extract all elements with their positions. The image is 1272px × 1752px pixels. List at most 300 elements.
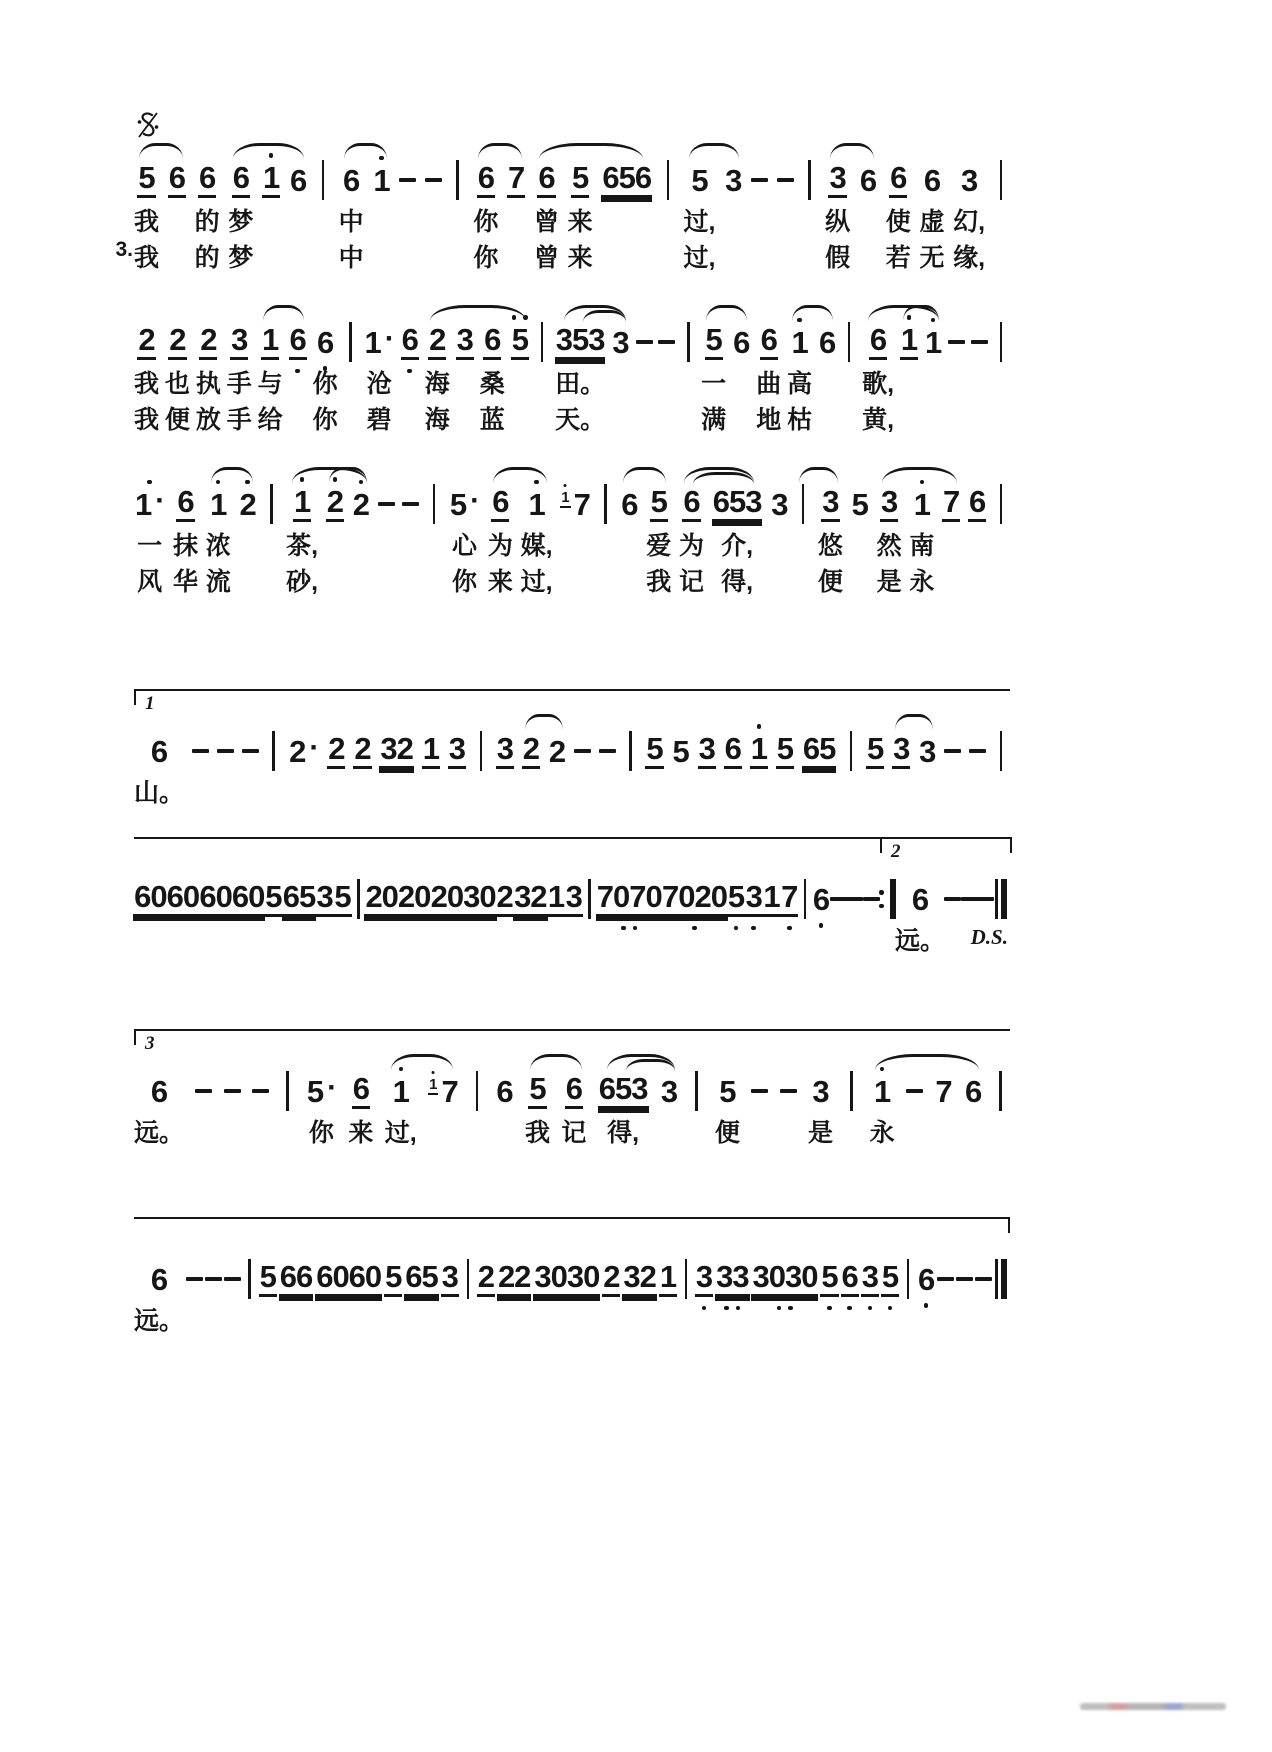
note-digits: 2 (428, 324, 446, 360)
duration-dash (830, 897, 847, 902)
lyric-syllable: 媒, (520, 532, 553, 560)
lyric-syllable: 黄, (862, 406, 895, 434)
lyric-syllable: 天。 (555, 406, 606, 434)
note-cell (206, 482, 231, 598)
note-digits: 2 (602, 1261, 620, 1297)
note-slot (333, 877, 351, 921)
slur-arc (626, 1059, 675, 1071)
note-token (620, 486, 638, 522)
octave-dot-below (661, 926, 728, 931)
note-token (327, 733, 345, 769)
note-token (690, 162, 708, 198)
lyric-syllable: 中 (338, 244, 364, 272)
note-digits: 3 (612, 324, 629, 360)
thin-bar (456, 160, 459, 200)
note-digits: 7070 (596, 881, 663, 917)
thin-bar (433, 484, 436, 524)
note-token (326, 486, 344, 522)
note-digits: 65 (802, 733, 836, 769)
note-cell (896, 877, 945, 957)
thin-bar (286, 1071, 289, 1111)
note-digits: 5 (511, 324, 529, 360)
lyric-syllable: 过, (384, 1119, 417, 1147)
note-cell (326, 482, 344, 598)
note-slot (565, 877, 583, 921)
lyric-syllable: 假 (825, 244, 851, 272)
duration-dash (574, 749, 591, 754)
slur-arc (693, 472, 754, 484)
note-cell (597, 877, 662, 957)
duration-dash (399, 178, 416, 183)
note-token (289, 162, 307, 198)
note-slot (661, 877, 728, 921)
note-token (923, 162, 941, 198)
lyric-syllable: 你 (452, 568, 478, 596)
note-slot (907, 1257, 910, 1301)
lyric-syllable: 梦 (228, 244, 254, 272)
duration-dot: · (309, 730, 320, 764)
notation-line (115, 158, 1008, 274)
note-slot (969, 729, 986, 773)
note-cell (477, 1257, 495, 1337)
thin-bar (995, 1259, 998, 1299)
note-digits: 2 (548, 733, 566, 769)
dash-cell (224, 1257, 241, 1337)
note-slot (851, 482, 869, 526)
note-slot (306, 1069, 337, 1113)
note-token (776, 733, 794, 769)
barline-cell (844, 729, 858, 809)
note-token (917, 1261, 935, 1297)
note-token (316, 881, 334, 917)
note-token (342, 162, 360, 198)
dash-cell (948, 320, 965, 436)
dash-cell (399, 158, 416, 274)
dash-cell (971, 320, 988, 436)
note-token (176, 486, 194, 522)
note-cell (134, 729, 184, 809)
duration-dash (846, 897, 863, 902)
note-cell (441, 1257, 459, 1337)
barline-cell (798, 877, 812, 957)
note-digits: 1 (392, 1073, 409, 1109)
note-token (724, 162, 742, 198)
lyric-syllable: 浓 (205, 532, 231, 560)
note-cell (264, 877, 282, 957)
note-digits: 65 (282, 881, 316, 917)
note-digits: 3 (496, 733, 514, 769)
note-cell (561, 1069, 586, 1149)
note-cell (818, 482, 843, 598)
note-token (760, 324, 778, 360)
note-cell (724, 158, 742, 274)
note-cell (334, 877, 352, 957)
notation-line (134, 1257, 1008, 1337)
note-token (137, 162, 155, 198)
slur-arc (211, 467, 253, 483)
note-cell (724, 729, 742, 809)
slur-arc (903, 305, 939, 321)
note-cell (365, 877, 430, 957)
note-token (262, 162, 280, 198)
note-slot (238, 482, 256, 526)
note-slot (496, 729, 514, 773)
dot (888, 1306, 893, 1311)
note-digits: 3 (821, 486, 839, 522)
dash-cell (780, 1069, 797, 1149)
lyric-syllable: 的 (194, 244, 220, 272)
slur-arc (139, 143, 183, 159)
note-slot (715, 1257, 749, 1301)
note-cell (262, 158, 280, 274)
thin-bar (850, 1071, 853, 1111)
note-digits: 1 (528, 486, 545, 522)
note-token (596, 881, 663, 917)
note-slot (777, 158, 794, 202)
note-digits: 3 (919, 733, 936, 769)
note-digits: 3 (695, 1261, 713, 1297)
note-token (528, 1073, 546, 1109)
note-slot (961, 877, 978, 921)
note-digits: 1 (373, 162, 390, 198)
barline-cell (802, 158, 816, 274)
note-slot (751, 1069, 768, 1113)
note-token (724, 733, 742, 769)
note-digits: 5 (650, 486, 668, 522)
lyric-syllable: 来 (348, 1119, 374, 1147)
verse-number: 3. (115, 238, 133, 261)
note-digits: 1 (874, 1073, 891, 1109)
dash-cell (192, 729, 209, 809)
note-digits: 2 (168, 324, 186, 360)
lyric-syllable: 也 (164, 370, 190, 398)
duration-dash (242, 749, 259, 754)
thin-bar (476, 1071, 479, 1111)
watermark-smudge (1080, 1703, 1226, 1710)
note-slot (750, 729, 768, 773)
note-token (404, 1261, 438, 1297)
barline-cell (994, 1257, 1008, 1337)
note-slot (378, 482, 395, 526)
barline-cell (316, 158, 330, 274)
note-digits: 3 (698, 733, 716, 769)
note-cell (892, 729, 910, 809)
slur-arc (344, 143, 387, 159)
note-cell (787, 320, 812, 436)
note-slot (906, 1069, 923, 1113)
note-slot (217, 729, 234, 773)
thin-bar (1000, 484, 1003, 524)
note-digits: 66 (279, 1261, 313, 1297)
note-cell (866, 729, 884, 809)
note-slot (248, 1257, 251, 1301)
note-cell (861, 1257, 879, 1337)
lyric-syllable: 碧 (366, 406, 392, 434)
barline-cell (264, 482, 278, 598)
lyric-syllable: 我 (525, 1119, 551, 1147)
note-cell (353, 729, 371, 809)
note-slot (467, 1257, 470, 1301)
note-digits: 6 (496, 1073, 513, 1109)
note-slot (804, 877, 807, 921)
note-cell (258, 320, 283, 436)
note-digits: 6 (289, 162, 307, 198)
slur-arc (530, 1054, 582, 1070)
duration-dash (252, 1089, 269, 1094)
notation-line (134, 877, 1008, 957)
note-cell (968, 482, 986, 598)
note-slot (881, 1257, 899, 1301)
note-cell (134, 877, 199, 957)
slur-arc (430, 305, 526, 321)
note-slot (620, 482, 638, 526)
note-cell (348, 1069, 373, 1149)
note-digits: 653 (712, 486, 763, 522)
note-cell (802, 729, 836, 809)
volta-bracket (134, 1217, 1010, 1233)
note-token (571, 162, 589, 198)
lyric-syllable: 爱 (646, 532, 672, 560)
note-slot (384, 1257, 402, 1301)
note-slot (892, 729, 910, 773)
note-digits: 32 (622, 1261, 656, 1297)
barline (1000, 729, 1003, 773)
slur-arc (583, 310, 626, 322)
note-slot (533, 1257, 600, 1301)
note-token (137, 324, 155, 360)
barline-cell (344, 320, 358, 436)
dot (295, 369, 300, 374)
note-slot (818, 320, 836, 364)
barline-cell (901, 1257, 915, 1337)
note-slot (315, 1257, 382, 1301)
lyric-syllable: 的 (194, 208, 220, 236)
note-slot (808, 158, 811, 202)
note-slot (326, 482, 344, 526)
note-token (441, 1261, 459, 1297)
note-slot (879, 877, 896, 921)
note-digits: 6 (565, 1073, 583, 1109)
note-slot (198, 158, 216, 202)
dot (868, 1306, 873, 1311)
note-token (150, 1073, 168, 1109)
note-slot (392, 1069, 410, 1113)
note-digits: 6 (176, 486, 194, 522)
score-systems (115, 0, 1008, 1337)
barline (480, 729, 483, 773)
note-slot (286, 1069, 289, 1113)
note-slot (192, 729, 209, 773)
note-slot (262, 158, 280, 202)
note-cell (379, 729, 413, 809)
note-token (513, 881, 547, 917)
duration-dash (937, 1277, 954, 1282)
note-token (392, 1073, 410, 1109)
barline (1000, 158, 1003, 202)
note-token (821, 486, 839, 522)
octave-dot-below (695, 1306, 713, 1311)
note-digits: 2 (137, 324, 155, 360)
note-slot (133, 877, 200, 921)
dash-cell (906, 1069, 923, 1149)
note-slot (565, 1069, 583, 1113)
lyric-syllable: 得, (721, 568, 754, 596)
note-slot (282, 877, 316, 921)
note-token (150, 1261, 168, 1297)
note-digits: 3 (771, 486, 788, 522)
note-digits: 6 (819, 324, 836, 360)
note-cell (698, 729, 716, 809)
note-digits: 6060 (198, 881, 265, 917)
thin-bar (467, 1259, 470, 1299)
note-slot (168, 158, 186, 202)
note-slot (186, 1257, 203, 1301)
duration-dash (192, 749, 209, 754)
note-token (818, 324, 836, 360)
dash-cell (863, 877, 880, 957)
note-slot (224, 1069, 241, 1113)
note-token (869, 324, 887, 360)
barline-cell (535, 320, 549, 436)
note-cell (313, 320, 338, 436)
note-digits: 5 (384, 1261, 402, 1297)
note-slot (230, 320, 248, 364)
note-slot (404, 1257, 438, 1301)
note-slot (944, 877, 961, 921)
note-slot (611, 320, 629, 364)
note-token (238, 486, 256, 522)
note-cell (750, 729, 768, 809)
note-cell (715, 1069, 740, 1149)
note-token (913, 486, 931, 522)
note-slot (528, 1069, 546, 1113)
note-digits: 6 (965, 1073, 982, 1109)
note-slot (780, 877, 798, 921)
note-digits: 2 (327, 733, 345, 769)
note-digits: 6 (289, 324, 307, 360)
note-slot (861, 1257, 879, 1301)
duration-dash (977, 897, 994, 902)
note-slot (477, 1257, 495, 1301)
note-token (209, 486, 227, 522)
note-slot (541, 320, 544, 364)
dot (819, 923, 824, 928)
note-cell (173, 482, 198, 598)
lyric-syllable: 远。 (134, 1119, 185, 1147)
note-token (934, 1073, 952, 1109)
note-cell (533, 1257, 600, 1337)
slur-arc (493, 467, 548, 483)
notation-line (134, 320, 1008, 436)
note-cell (306, 1069, 337, 1149)
note-digits: 6 (342, 162, 360, 198)
note-slot (401, 320, 419, 364)
note-token (873, 1073, 891, 1109)
note-cell (385, 1069, 417, 1149)
note-cell (316, 877, 334, 957)
lyric-syllable: 我 (646, 568, 672, 596)
thick-bar (1001, 879, 1007, 919)
lyric-syllable: 执 (195, 370, 221, 398)
octave-dot-below (596, 926, 663, 931)
note-slot (724, 729, 742, 773)
duration-dash (906, 1089, 923, 1094)
note-token (727, 881, 745, 917)
note-token (198, 162, 216, 198)
note-cell (660, 1069, 678, 1149)
slur-arc (478, 143, 522, 159)
note-cell (695, 1257, 713, 1337)
note-digits: 6 (841, 1261, 859, 1297)
note-slot (650, 482, 668, 526)
note-digits: 2020 (364, 881, 431, 917)
note-token (134, 483, 166, 522)
note-slot (598, 1069, 649, 1113)
lyric-syllable: 过, (683, 208, 716, 236)
note-digits: 3 (441, 1261, 459, 1297)
note-token (522, 733, 540, 769)
note-digits: 1 (422, 733, 440, 769)
note-token (364, 881, 431, 917)
note-cell (196, 320, 221, 436)
note-slot (687, 320, 690, 364)
note-digits: 5 (866, 733, 884, 769)
octave-dot-below (751, 1306, 818, 1311)
note-slot (596, 877, 663, 921)
lyric-syllable: 地 (756, 406, 782, 434)
note-token (560, 486, 591, 522)
note-cell (363, 320, 394, 436)
slur-arc (882, 467, 957, 483)
dash-cell (252, 1069, 269, 1149)
note-cell (425, 320, 450, 436)
note-digits: 3 (880, 486, 898, 522)
note-slot (911, 877, 929, 921)
octave-dot-above (750, 724, 768, 729)
note-slot (560, 482, 591, 526)
slur-arc (623, 467, 666, 483)
note-cell (115, 158, 160, 274)
note-token (168, 162, 186, 198)
note-slot (660, 1069, 678, 1113)
lyric-syllable: 我 (134, 406, 160, 434)
note-cell (548, 729, 566, 809)
slur-arc (706, 305, 747, 321)
note-slot (732, 320, 750, 364)
note-digits: 7 (441, 1073, 458, 1109)
note-slot (934, 1069, 952, 1113)
note-token (732, 324, 750, 360)
note-slot (751, 158, 768, 202)
note-token (533, 1261, 600, 1297)
note-cell (514, 877, 548, 957)
note-slot (948, 320, 965, 364)
lyric-syllable: 过, (683, 244, 716, 272)
note-token (352, 1073, 370, 1109)
thin-bar (629, 731, 632, 771)
note-slot (880, 482, 898, 526)
octave-dot-below (812, 923, 830, 928)
barline (588, 877, 591, 921)
dash-cell (969, 729, 986, 809)
note-digits: 5 (333, 881, 351, 917)
note-cell (751, 1257, 818, 1337)
octave-dot-below (841, 1306, 859, 1311)
barline (1000, 482, 1003, 526)
dash-cell (944, 877, 961, 957)
slur-arc (830, 143, 874, 159)
dot (147, 480, 152, 485)
